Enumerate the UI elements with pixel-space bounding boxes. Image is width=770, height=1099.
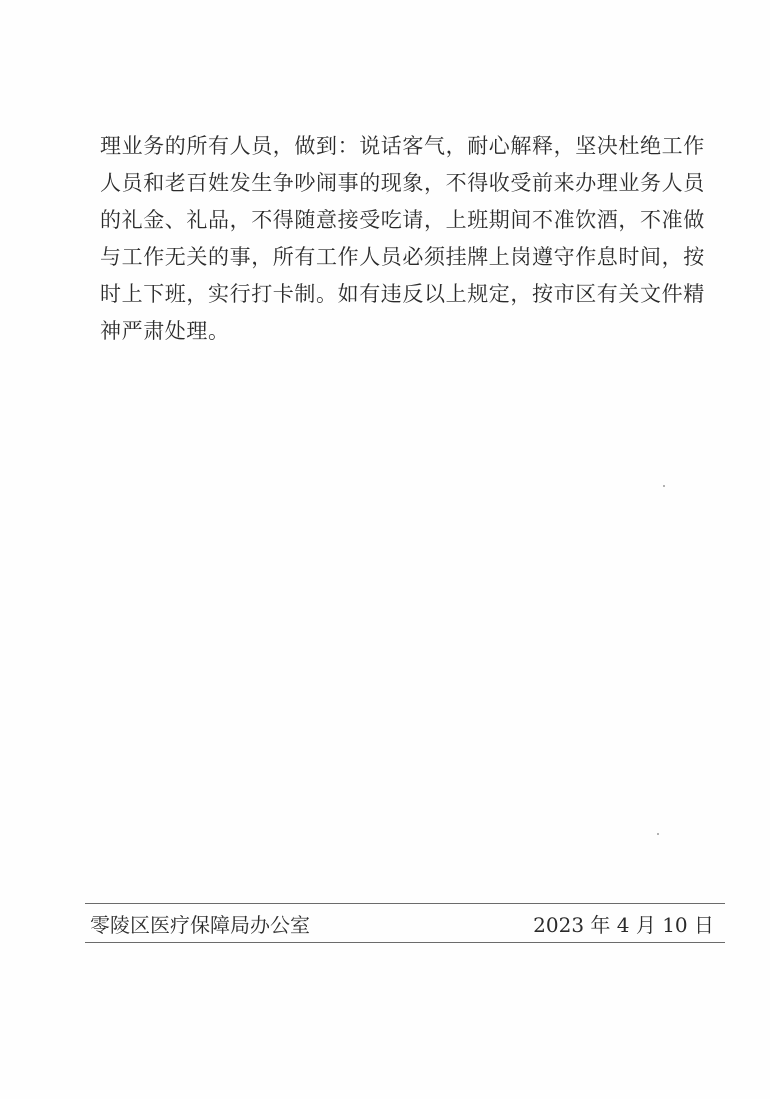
body-line-3: 的礼金、礼品，不得随意接受吃请，上班期间不准饮酒，不准做	[100, 208, 705, 232]
body-paragraph	[100, 128, 705, 350]
issue-date: 2023 年 4 月 10 日	[533, 913, 714, 937]
body-line-2: 人员和老百姓发生争吵闹事的现象，不得收受前来办理业务人员	[100, 171, 705, 195]
body-line-4: 与工作无关的事，所有工作人员必须挂牌上岗遵守作息时间，按	[100, 245, 705, 269]
body-line-5: 时上下班，实行打卡制。如有违反以上规定，按市区有关文件精	[100, 282, 705, 306]
body-line-1: 理业务的所有人员，做到：说话客气，耐心解释，坚决杜绝工作	[100, 134, 705, 158]
footer-top-rule	[85, 903, 725, 904]
footer-bottom-rule	[85, 942, 725, 943]
scan-speck	[657, 833, 659, 835]
issuer-name: 零陵区医疗保障局办公室	[90, 913, 310, 937]
body-line-6: 神严肃处理。	[100, 319, 230, 343]
scan-speck	[663, 485, 665, 487]
